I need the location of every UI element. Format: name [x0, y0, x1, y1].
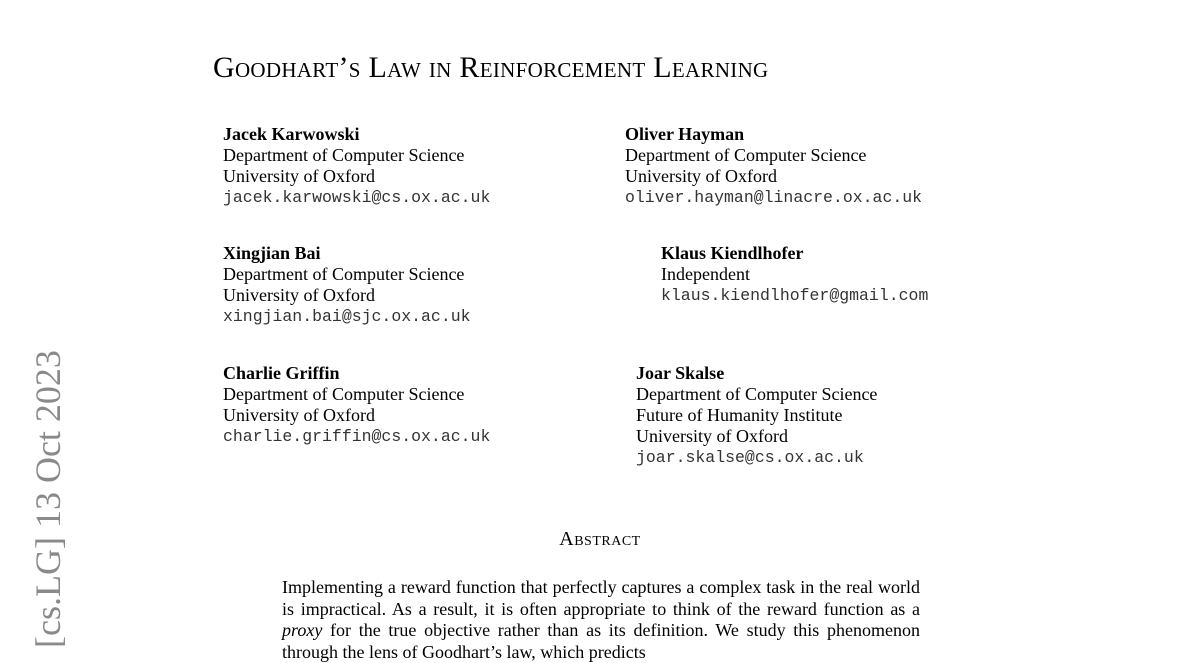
author-affiliation: Department of Computer Science [223, 384, 465, 404]
author-affiliation: Department of Computer Science [223, 264, 465, 284]
author-block-karwowski [223, 124, 490, 208]
abstract-emphasis-proxy: proxy [282, 620, 323, 640]
abstract-heading: Abstract [559, 528, 641, 550]
arxiv-sidebar-stamp: [cs.LG] 13 Oct 2023 [28, 350, 68, 648]
author-affiliation: University of Oxford [223, 405, 375, 425]
abstract-text-part: for the true objective rather than as its definition. We study this phenomenon through the lens of Goodhart’s law, which predicts [282, 620, 920, 662]
author-name: Jacek Karwowski [223, 124, 360, 144]
author-affiliation: Department of Computer Science [223, 145, 465, 165]
author-block-kiendlhofer [661, 243, 928, 306]
author-affiliation: University of Oxford [223, 166, 375, 186]
author-email: joar.skalse@cs.ox.ac.uk [636, 448, 864, 467]
paper-title: Goodhart’s Law in Reinforcement Learning [213, 51, 769, 84]
author-name: Klaus Kiendlhofer [661, 243, 804, 263]
author-block-bai [223, 243, 471, 327]
author-email: xingjian.bai@sjc.ox.ac.uk [223, 307, 471, 326]
abstract-body [282, 577, 920, 663]
author-block-griffin [223, 363, 490, 447]
author-block-skalse [636, 363, 877, 468]
author-email: jacek.karwowski@cs.ox.ac.uk [223, 188, 491, 207]
author-affiliation: Future of Humanity Institute [636, 405, 843, 425]
author-email: klaus.kiendlhofer@gmail.com [661, 286, 929, 305]
author-affiliation: Department of Computer Science [636, 384, 878, 404]
author-block-hayman [625, 124, 922, 208]
author-email: charlie.griffin@cs.ox.ac.uk [223, 427, 491, 446]
author-affiliation: Independent [661, 264, 750, 284]
author-affiliation: University of Oxford [223, 285, 375, 305]
author-name: Joar Skalse [636, 363, 725, 383]
author-affiliation: Department of Computer Science [625, 145, 867, 165]
author-affiliation: University of Oxford [636, 426, 788, 446]
author-name: Oliver Hayman [625, 124, 745, 144]
author-affiliation: University of Oxford [625, 166, 777, 186]
author-name: Charlie Griffin [223, 363, 340, 383]
abstract-text-part: Implementing a reward function that perfectly captures a complex task in the real world is impractical. As a result, it is often appropriate to think of the reward function as a [282, 577, 920, 619]
author-name: Xingjian Bai [223, 243, 321, 263]
author-email: oliver.hayman@linacre.ox.ac.uk [625, 188, 923, 207]
abstract-container [282, 577, 920, 662]
